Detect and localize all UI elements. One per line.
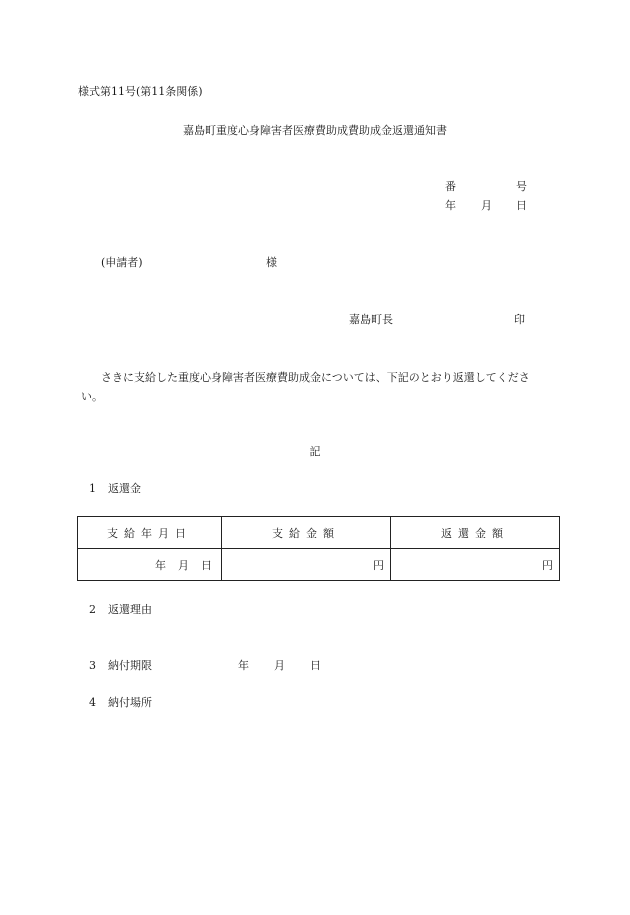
deadline-month: 月 (274, 659, 285, 672)
payment-date-cell[interactable] (78, 549, 222, 581)
body-text: さきに支給した重度心身障害者医療費助成金については、下記のとおり返還してください。 (81, 371, 530, 403)
applicant-label: (申請者) (101, 256, 143, 269)
refund-table (77, 516, 560, 581)
payment-amount-cell[interactable] (222, 549, 391, 581)
section-label: 返還理由 (108, 603, 152, 616)
header-payment-date: 支給年月日 (78, 517, 222, 549)
issue-date-year: 年 (445, 199, 456, 212)
ki-heading: 記 (309, 445, 321, 458)
section-label: 返還金 (108, 482, 141, 495)
applicant-honorific: 様 (266, 256, 277, 269)
section-number: 2 (89, 603, 96, 616)
date-month: 月 (178, 558, 189, 572)
header-refund-amount: 返還金額 (391, 517, 560, 549)
yen-unit: 円 (373, 558, 384, 572)
reference-number-suffix: 号 (516, 180, 527, 193)
section-number: 3 (89, 659, 96, 672)
section-refund-amount (89, 483, 141, 494)
section-label: 納付場所 (108, 696, 152, 709)
reference-number-label: 番 (445, 180, 456, 193)
section-payment-place (89, 697, 152, 708)
issue-date-day: 日 (516, 199, 527, 212)
table-header-row (78, 517, 560, 549)
section-label: 納付期限 (108, 659, 152, 672)
section-payment-deadline (89, 660, 152, 671)
section-refund-reason (89, 604, 152, 615)
deadline-day: 日 (310, 659, 321, 672)
section-number: 4 (89, 696, 96, 709)
seal-mark: 印 (514, 313, 525, 326)
date-year: 年 (155, 558, 166, 572)
sender-name: 嘉島町長 (349, 313, 393, 326)
table-row (78, 549, 560, 581)
header-payment-amount: 支給金額 (222, 517, 391, 549)
deadline-year: 年 (238, 659, 249, 672)
form-number: 様式第11号(第11条関係) (78, 85, 203, 98)
yen-unit: 円 (542, 558, 553, 572)
section-number: 1 (89, 482, 96, 495)
document-title: 嘉島町重度心身障害者医療費助成費助成金返還通知書 (183, 124, 447, 137)
refund-amount-cell[interactable] (391, 549, 560, 581)
issue-date-month: 月 (481, 199, 492, 212)
date-day: 日 (201, 558, 212, 572)
